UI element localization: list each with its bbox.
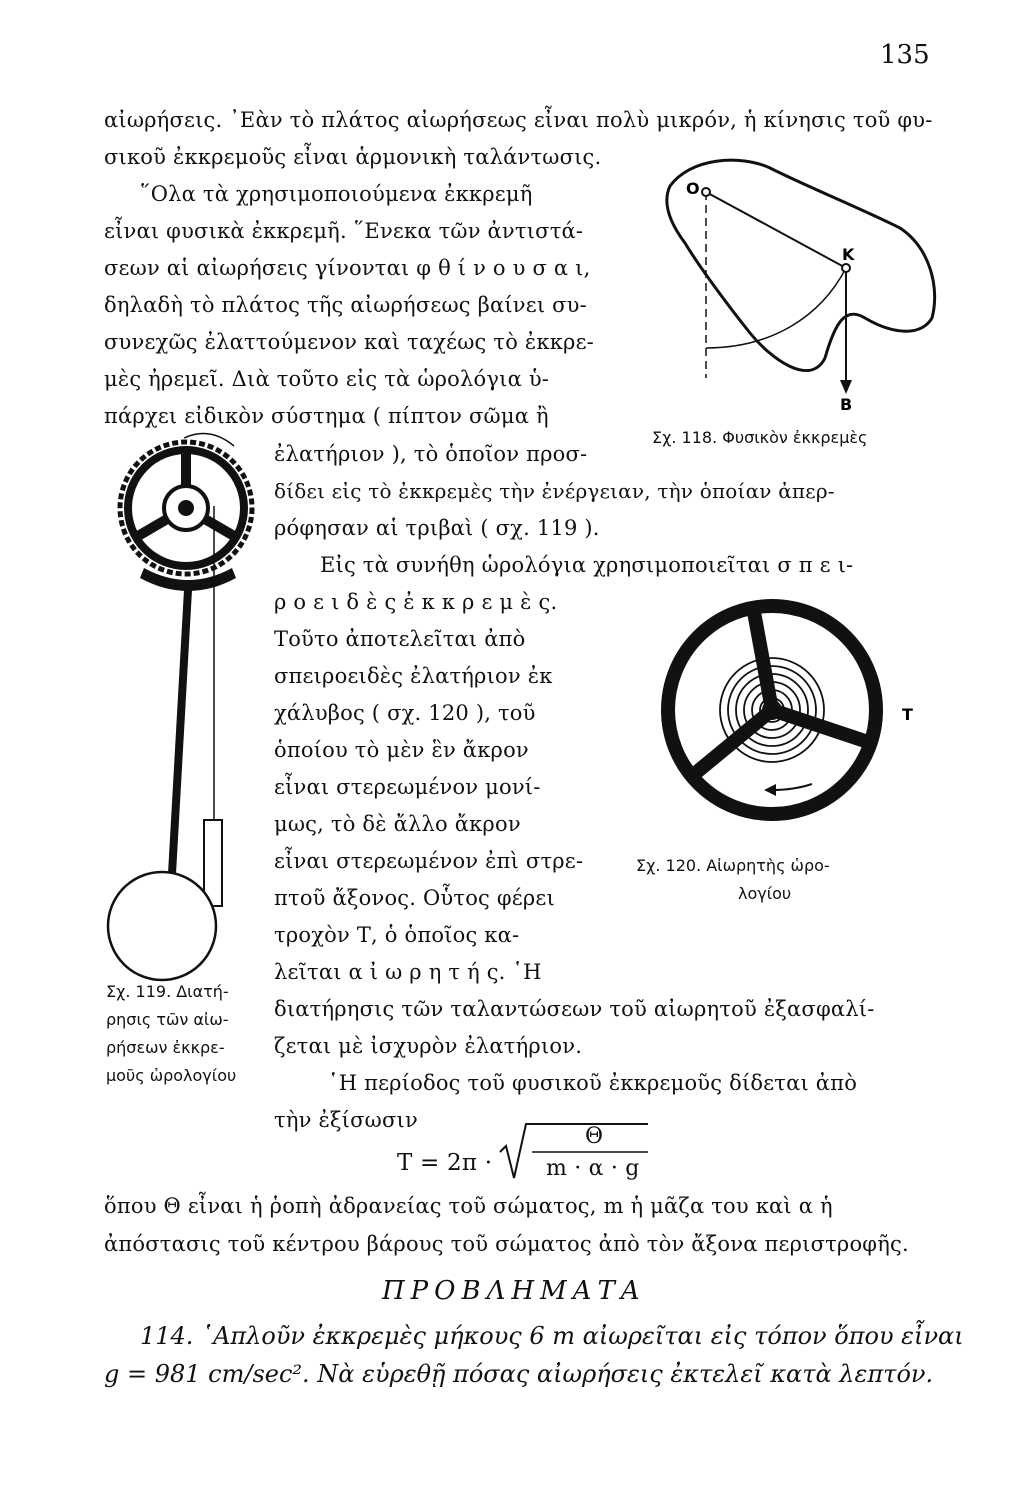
pivot-point [702, 188, 710, 196]
text-line: δίδει εἰς τὸ ἐκκρεμὲς τὴν ἐνέργειαν, τὴν ὁποίαν ἀπερ- [274, 479, 835, 503]
figure-120-caption: Σχ. 120. Αἰωρητὴς ὡρο- [636, 856, 830, 875]
figure-119-caption: Σχ. 119. Διατή- [106, 982, 229, 1001]
text-line: εἶναι στερεωμένον ἐπὶ στρε- [274, 849, 584, 873]
text-line: πτοῦ ἄξονος. Οὗτος φέρει [274, 886, 555, 910]
text-line: λεῖται α ἰ ω ρ η τ ή ς. ῾Η [274, 960, 542, 984]
text-line: ὁποίου τὸ μὲν ἓν ἄκρον [274, 738, 529, 762]
label-o: O [686, 179, 700, 198]
pendulum-bob [108, 872, 216, 980]
text-line: εἶναι φυσικὰ ἐκκρεμῆ. ῞Ενεκα τῶν ἀντιστά- [104, 219, 584, 243]
text-line: ἐλατήριον ), τὸ ὁποῖον προσ- [274, 442, 588, 466]
problem-line: 114. ῾Απλοῦν ἐκκρεμὲς μήκους 6 m αἰωρεῖται εἰς τόπον ὅπου εἶναι [140, 1322, 964, 1350]
figure-119-caption: ρησις τῶν αἰω- [106, 1010, 229, 1029]
figure-118-caption: Σχ. 118. Φυσικὸν ἐκκρεμὲς [652, 428, 868, 447]
center-of-gravity-point [842, 264, 850, 272]
equation-numerator: Θ [585, 1124, 604, 1149]
text-line: ζεται μὲ ἰσχυρὸν ἐλατήριον. [274, 1034, 583, 1058]
figure-120-caption: λογίου [738, 884, 792, 903]
text-line: συνεχῶς ἐλαττούμενον καὶ ταχέως τὸ ἐκκρε- [104, 330, 594, 354]
text-line: σπειροειδὲς ἐλατήριον ἐκ [274, 664, 553, 688]
text-line: ρ ο ε ι δ ὲ ς ἐ κ κ ρ ε μ ὲ ς. [274, 590, 558, 614]
text-line: διατήρησις τῶν ταλαντώσεων τοῦ αἰωρητοῦ ἐξασφαλί- [274, 997, 875, 1021]
equation-lhs: T = 2π · [397, 1150, 493, 1176]
label-t: T [902, 705, 913, 724]
text-line: μως, τὸ δὲ ἄλλο ἄκρον [274, 812, 521, 836]
text-line: δηλαδὴ τὸ πλάτος τῆς αἰωρήσεως βαίνει συ- [104, 293, 587, 317]
drive-weight [204, 820, 222, 906]
text-line: σικοῦ ἐκκρεμοῦς εἶναι ἁρμονικὴ ταλάντωσις. [104, 145, 602, 169]
text-line: αἰωρήσεις. ᾽Εὰν τὸ πλάτος αἰωρήσεως εἶναι πολὺ μικρόν, ἡ κίνησις τοῦ φυ- [104, 108, 933, 132]
page-number: 135 [880, 40, 930, 70]
text-line: σεων αἱ αἰωρήσεις γίνονται φ θ ί ν ο υ σ α ι, [104, 256, 591, 280]
label-k: K [842, 245, 855, 264]
text-line: πάρχει εἰδικὸν σύστημα ( πίπτον σῶμα ἢ [104, 404, 549, 428]
text-line: μὲς ἠρεμεῖ. Διὰ τοῦτο εἰς τὰ ὡρολόγια ὑ- [104, 367, 550, 391]
text-line: Εἰς τὰ συνήθη ὡρολόγια χρησιμοποιεῖται σ π ε ι- [320, 553, 854, 577]
label-b: B [840, 395, 853, 414]
text-line: χάλυβος ( σχ. 120 ), τοῦ [274, 701, 536, 725]
text-line: τροχὸν Τ, ὁ ὁποῖος κα- [274, 923, 520, 947]
text-line: ὅπου Θ εἶναι ἡ ῥοπὴ ἀδρανείας τοῦ σώματος, m ἡ μᾶζα του καὶ α ἡ [104, 1194, 833, 1218]
problems-heading: ΠΡΟΒΛΗΜΑΤΑ [382, 1276, 646, 1306]
text-line: τὴν ἐξίσωσιν [274, 1108, 418, 1132]
arrow-head-icon [840, 380, 852, 394]
text-line: Τοῦτο ἀποτελεῖται ἀπὸ [274, 627, 526, 651]
text-line: ῞Ολα τὰ χρησιμοποιούμενα ἐκκρεμῆ [140, 182, 533, 206]
figure-120-diagram [656, 598, 916, 848]
text-line: ἀπόστασις τοῦ κέντρου βάρους τοῦ σώματος ἀπὸ τὸν ἄξονα περιστροφῆς. [104, 1232, 909, 1256]
figure-119-diagram [100, 420, 270, 980]
text-line: ῾Η περίοδος τοῦ φυσικοῦ ἐκκρεμοῦς δίδεται ἀπὸ [328, 1071, 858, 1095]
equation-denominator: m · α · g [546, 1156, 640, 1181]
text-line: εἶναι στερεωμένον μονί- [274, 775, 541, 799]
figure-118-diagram [660, 148, 960, 418]
text-line: ρόφησαν αἱ τριβαὶ ( σχ. 119 ). [274, 516, 600, 540]
problem-line: g = 981 cm/sec². Νὰ εὑρεθῇ πόσας αἰωρήσεις ἐκτελεῖ κατὰ λεπτόν. [104, 1360, 934, 1388]
figure-119-caption: ρήσεων ἐκκρε- [106, 1038, 225, 1057]
figure-119-caption: μοῦς ὡρολογίου [106, 1066, 237, 1085]
